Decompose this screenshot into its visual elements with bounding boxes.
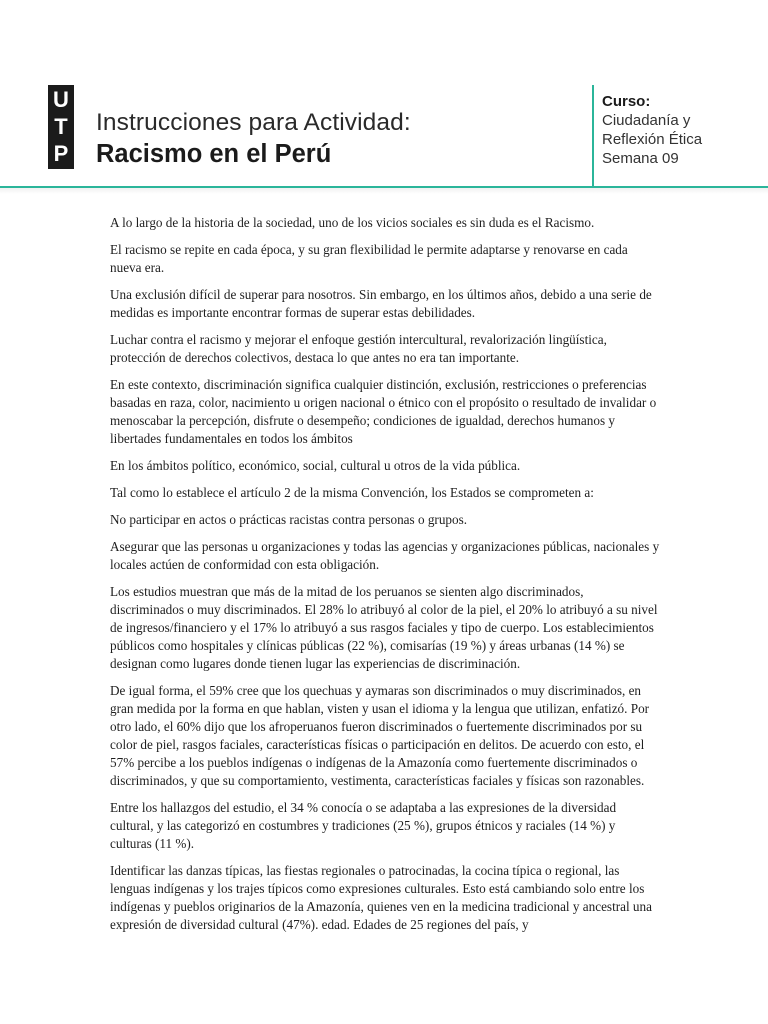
paragraph: De igual forma, el 59% cree que los quechuas y aymaras son discriminados o muy discriminados, en gran medida por la forma en que hablan, visten y usan el idioma y la lengua que utilizan, enfatizó. Por otro lado, el 60% dijo que los afroperuanos fueron discriminados o fuertemente discriminados por su color de piel, rasgos faciales, características físicas o participación en delitos. De acuerdo con esto, el 57% percibe a los pueblos indígenas o indígenas de la Amazonía como fuertemente discriminados o discriminados, y que su comportamiento, vestimenta, características faciales y físicas son razonables. [110, 683, 650, 788]
paragraph: Asegurar que las personas u organizaciones y todas las agencias y organizaciones públicas, nacionales y locales actúen de conformidad con esta obligación. [110, 539, 660, 572]
paragraph: A lo largo de la historia de la sociedad, uno de los vicios sociales es sin duda es el Racismo. [110, 215, 595, 230]
paragraph: No participar en actos o prácticas racistas contra personas o grupos. [110, 512, 468, 527]
page-title: Racismo en el Perú [96, 140, 332, 168]
logo-letter-u: U [53, 87, 69, 113]
paragraph: Entre los hallazgos del estudio, el 34 % conocía o se adaptaba a las expresiones de la diversidad cultural, y las categorizó en costumbres y tradiciones (25 %), grupos étnicos y raciales (14 %) y culturas (11 %). [110, 800, 617, 851]
course-label: Curso: [602, 93, 651, 110]
paragraph: Identificar las danzas típicas, las fiestas regionales o patrocinadas, la cocina típica o regional, las lenguas indígenas y los trajes típicos como expresiones culturales. Esto está cambiando solo entre los indígenas y pueblos originarios de la Amazonía, quienes ven en la medicina tradicional y ancestral una expresión de diversidad cultural (47%). edad. Edades de 25 regiones del país, y [110, 863, 652, 932]
logo-letter-t: T [54, 113, 68, 139]
utp-logo [48, 85, 74, 169]
paragraph: Los estudios muestran que más de la mitad de los peruanos se sienten algo discriminados, discriminados o muy discriminados. El 28% lo atribuyó al color de la piel, el 20% lo atribuyó a su nivel de ingresos/financiero y el 17% lo atribuyó a sus rasgos faciales y tipo de cuerpo. Los establecimientos públicos como hospitales y clínicas públicas (22 %), comisarías (19 %) y áreas urbanas (14 %) se designan como lugares donde tienen lugar las experiencias de discriminación. [110, 584, 658, 671]
document-header [0, 0, 768, 188]
logo-letter-p: P [53, 140, 69, 166]
course-week: Semana 09 [602, 150, 679, 167]
paragraph: En este contexto, discriminación significa cualquier distinción, exclusión, restricciones o preferencias basadas en raza, color, nacimiento u origen nacional o étnico con el propósito o resultado de invalidar o menoscabar la percepción, disfrute o desempeño; condiciones de igualdad, derechos humanos y libertades fundamentales en todos los ámbitos [110, 377, 657, 446]
paragraph: En los ámbitos político, económico, social, cultural u otros de la vida pública. [110, 458, 521, 473]
paragraph: Tal como lo establece el artículo 2 de la misma Convención, los Estados se comprometen a: [110, 485, 594, 500]
header-divider [592, 85, 594, 187]
title-subheading: Instrucciones para Actividad: [96, 109, 411, 136]
course-name-line2: Reflexión Ética [602, 131, 703, 148]
paragraph: Luchar contra el racismo y mejorar el enfoque gestión intercultural, revalorización lingüística, protección de derechos colectivos, destaca lo que antes no era tan importante. [110, 332, 607, 365]
title-block [96, 108, 411, 170]
document-body [110, 214, 660, 943]
course-name-line1: Ciudadanía y [602, 112, 691, 129]
header-shadow [0, 188, 768, 194]
paragraph: Una exclusión difícil de superar para nosotros. Sin embargo, en los últimos años, debido a una serie de medidas es importante encontrar formas de superar estas debilidades. [110, 287, 652, 320]
paragraph: El racismo se repite en cada época, y su gran flexibilidad le permite adaptarse y renovarse en cada nueva era. [110, 242, 628, 275]
course-info [602, 92, 702, 168]
